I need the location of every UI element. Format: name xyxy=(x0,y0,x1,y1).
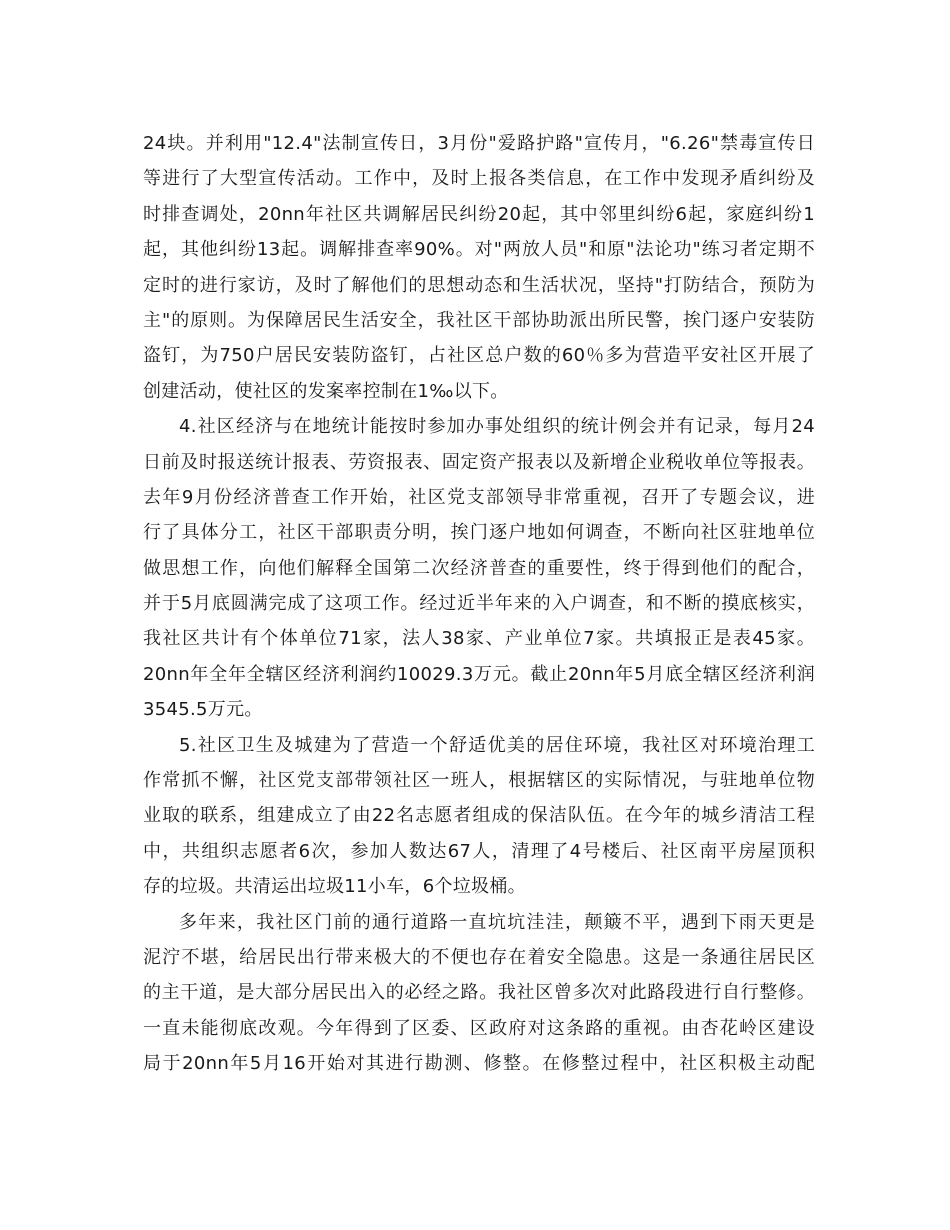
text-line: 主"的原则。为保障居民生活安全，我社区干部协助派出所民警，挨门逐户安装防 xyxy=(143,309,815,331)
text-line: 日前及时报送统计报表、劳资报表、固定资产报表以及新增企业税收单位等报表。 xyxy=(143,451,815,473)
text-line: 4.社区经济与在地统计能按时参加办事处组织的统计例会并有记录，每月24 xyxy=(179,416,815,438)
text-line: 定时的进行家访，及时了解他们的思想动态和生活状况，坚持"打防结合，预防为 xyxy=(143,274,815,296)
text-line: 并于5月底圆满完成了这项工作。经过近半年来的入户调查，和不断的摸底核实， xyxy=(143,593,815,615)
text-line: 的主干道，是大部分居民出入的必经之路。我社区曾多次对此路段进行自行整修。 xyxy=(143,982,815,1004)
text-line: 多年来，我社区门前的通行道路一直坑坑洼洼，颠簸不平，遇到下雨天更是 xyxy=(179,911,815,933)
paragraph-road-repair xyxy=(143,905,815,1082)
text-line: 起，其他纠纷13起。调解排查率90%。对"两放人员"和原"法论功"练习者定期不 xyxy=(143,239,815,261)
text-line: 存的垃圾。共清运出垃圾11小车，6个垃圾桶。 xyxy=(143,876,526,898)
text-line: 做思想工作，向他们解释全国第二次经济普查的重要性，终于得到他们的配合， xyxy=(143,557,815,579)
text-line: 泥泞不堪，给居民出行带来极大的不便也存在着安全隐患。这是一条通往居民区 xyxy=(143,946,815,968)
text-line: 中，共组织志愿者6次，参加人数达67人，清理了4号楼后、社区南平房屋顶积 xyxy=(143,840,815,862)
text-line: 作常抓不懈，社区党支部带领社区一班人，根据辖区的实际情况，与驻地单位物 xyxy=(143,770,815,792)
text-line: 24块。并利用"12.4"法制宣传日，3月份"爱路护路"宣传月，"6.26"禁毒宣传日 xyxy=(143,133,815,154)
text-line: 3545.5万元。 xyxy=(143,699,263,721)
paragraph-sanitation xyxy=(143,728,815,905)
text-line: 时排查调处，20nn年社区共调解居民纠纷20起，其中邻里纠纷6起，家庭纠纷1 xyxy=(143,203,815,225)
text-line: 创建活动，使社区的发案率控制在1‰以下。 xyxy=(143,380,509,402)
text-line: 等进行了大型宣传活动。工作中，及时上报各类信息，在工作中发现矛盾纠纷及 xyxy=(143,168,815,190)
text-line: 一直未能彻底改观。今年得到了区委、区政府对这条路的重视。由杏花岭区建设 xyxy=(143,1017,815,1039)
text-line: 我社区共计有个体单位71家，法人38家、产业单位7家。共填报正是表45家。 xyxy=(143,628,815,650)
text-line: 局于20nn年5月16开始对其进行勘测、修整。在修整过程中，社区积极主动配 xyxy=(143,1053,815,1075)
text-line: 业取的联系，组建成立了由22名志愿者组成的保洁队伍。在今年的城乡清洁工程 xyxy=(143,805,815,827)
text-line: 盗钉，为750户居民安装防盗钉，占社区总户数的60％多为营造平安社区开展了 xyxy=(143,345,815,367)
text-line: 20nn年全年全辖区经济利润约10029.3万元。截止20nn年5月底全辖区经济利润 xyxy=(143,663,815,685)
text-line: 5.社区卫生及城建为了营造一个舒适优美的居住环境，我社区对环境治理工 xyxy=(179,734,815,756)
paragraph-legal-publicity xyxy=(143,126,815,409)
document-body xyxy=(143,126,815,1082)
paragraph-economy-statistics xyxy=(143,409,815,728)
text-line: 行了具体分工，社区干部职责分明，挨门逐户地如何调查，不断向社区驻地单位 xyxy=(143,522,815,544)
text-line: 去年9月份经济普查工作开始，社区党支部领导非常重视，召开了专题会议，进 xyxy=(143,486,815,508)
